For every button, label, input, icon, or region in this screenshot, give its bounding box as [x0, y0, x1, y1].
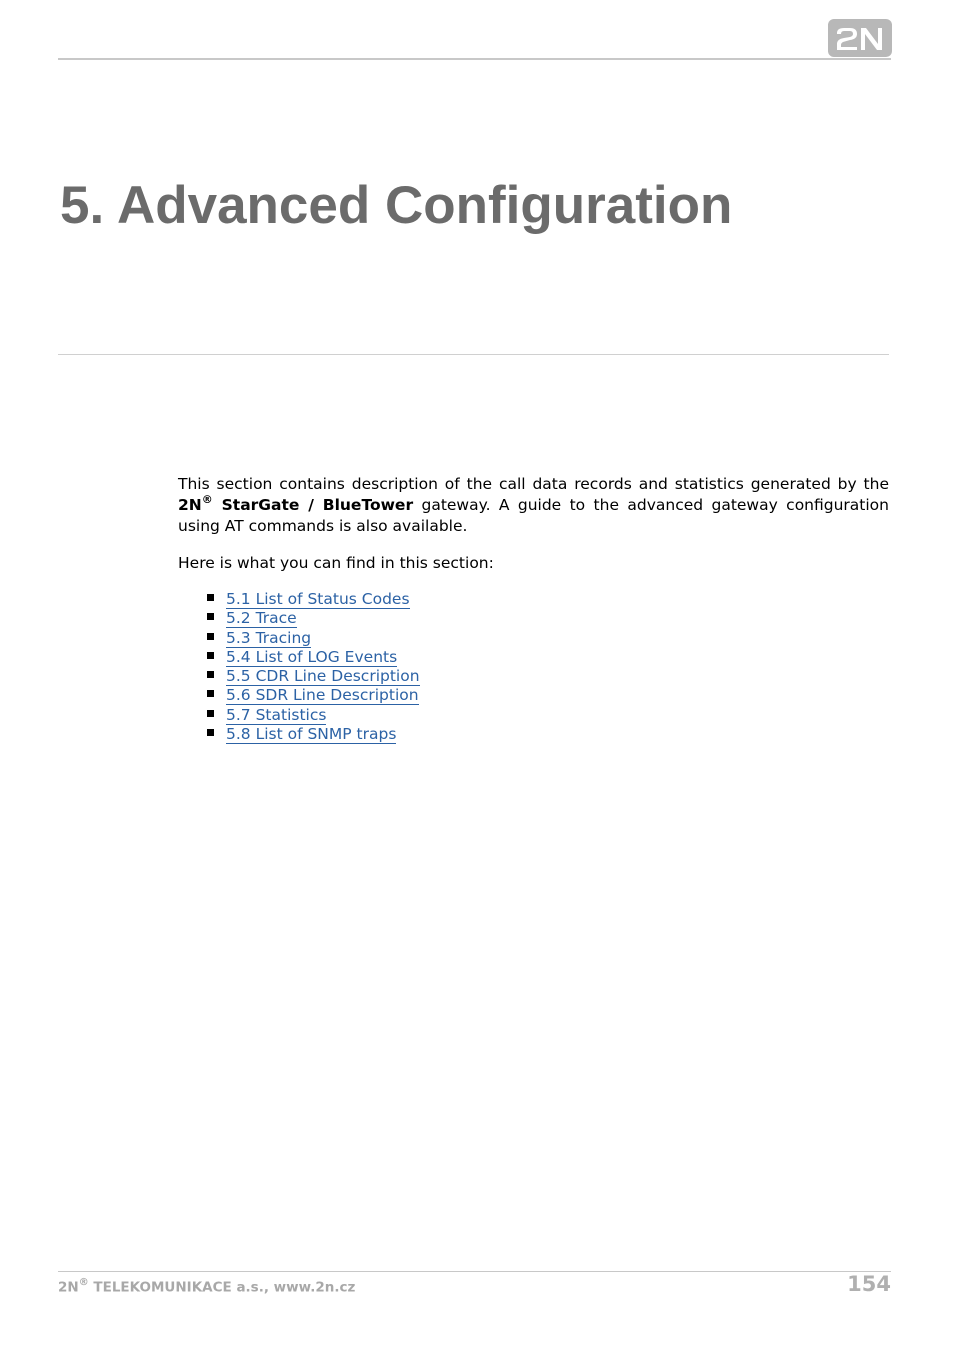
- toc-link-tracing[interactable]: 5.3 Tracing: [226, 628, 312, 647]
- company-logo: [828, 19, 892, 57]
- product-name: StarGate / BlueTower: [212, 496, 414, 514]
- toc-item: [178, 629, 889, 648]
- section-toc-list: [178, 590, 889, 744]
- toc-item: [178, 648, 889, 667]
- product-brand: 2N® StarGate / BlueTower: [178, 492, 414, 514]
- logo-2n-icon: [828, 19, 892, 57]
- toc-link-sdr-line[interactable]: 5.6 SDR Line Description: [226, 686, 419, 705]
- toc-link-snmp-traps[interactable]: 5.8 List of SNMP traps: [226, 725, 397, 744]
- footer-company: [58, 1278, 355, 1296]
- toc-item: [178, 686, 889, 705]
- square-bullet-icon: [207, 633, 214, 640]
- chapter-title: 5. Advanced Configuration: [60, 176, 733, 235]
- toc-link-trace[interactable]: 5.2 Trace: [226, 609, 297, 628]
- toc-item: [178, 667, 889, 686]
- toc-link-log-events[interactable]: 5.4 List of LOG Events: [226, 647, 398, 666]
- toc-link-cdr-line[interactable]: 5.5 CDR Line Description: [226, 667, 420, 686]
- toc-lead-text: Here is what you can find in this section:: [178, 554, 494, 572]
- square-bullet-icon: [207, 690, 214, 697]
- toc-item: [178, 706, 889, 725]
- page-number: 154: [847, 1272, 891, 1296]
- square-bullet-icon: [207, 613, 214, 620]
- section-body: [178, 474, 889, 744]
- footer-divider: [58, 1271, 891, 1272]
- square-bullet-icon: [207, 652, 214, 659]
- intro-text-after: gateway. A guide to the advanced gateway configuration using AT commands is also available.: [178, 496, 889, 535]
- footer-registered-mark: ®: [78, 1277, 89, 1288]
- intro-text-before: This section contains description of the call data records and statistics generated by the: [178, 475, 889, 493]
- header-divider: [58, 58, 891, 60]
- toc-item: [178, 609, 889, 628]
- intro-paragraph: [178, 474, 889, 537]
- toc-item: [178, 725, 889, 744]
- title-divider: [58, 354, 889, 355]
- toc-item: [178, 590, 889, 609]
- toc-link-status-codes[interactable]: 5.1 List of Status Codes: [226, 590, 410, 608]
- square-bullet-icon: [207, 671, 214, 678]
- footer-brand: 2N: [58, 1279, 79, 1296]
- square-bullet-icon: [207, 729, 214, 736]
- registered-mark: ®: [201, 492, 213, 506]
- square-bullet-icon: [207, 710, 214, 717]
- footer-company-name: TELEKOMUNIKACE a.s., www.2n.cz: [88, 1279, 356, 1296]
- square-bullet-icon: [207, 594, 214, 601]
- toc-link-statistics[interactable]: 5.7 Statistics: [226, 705, 327, 724]
